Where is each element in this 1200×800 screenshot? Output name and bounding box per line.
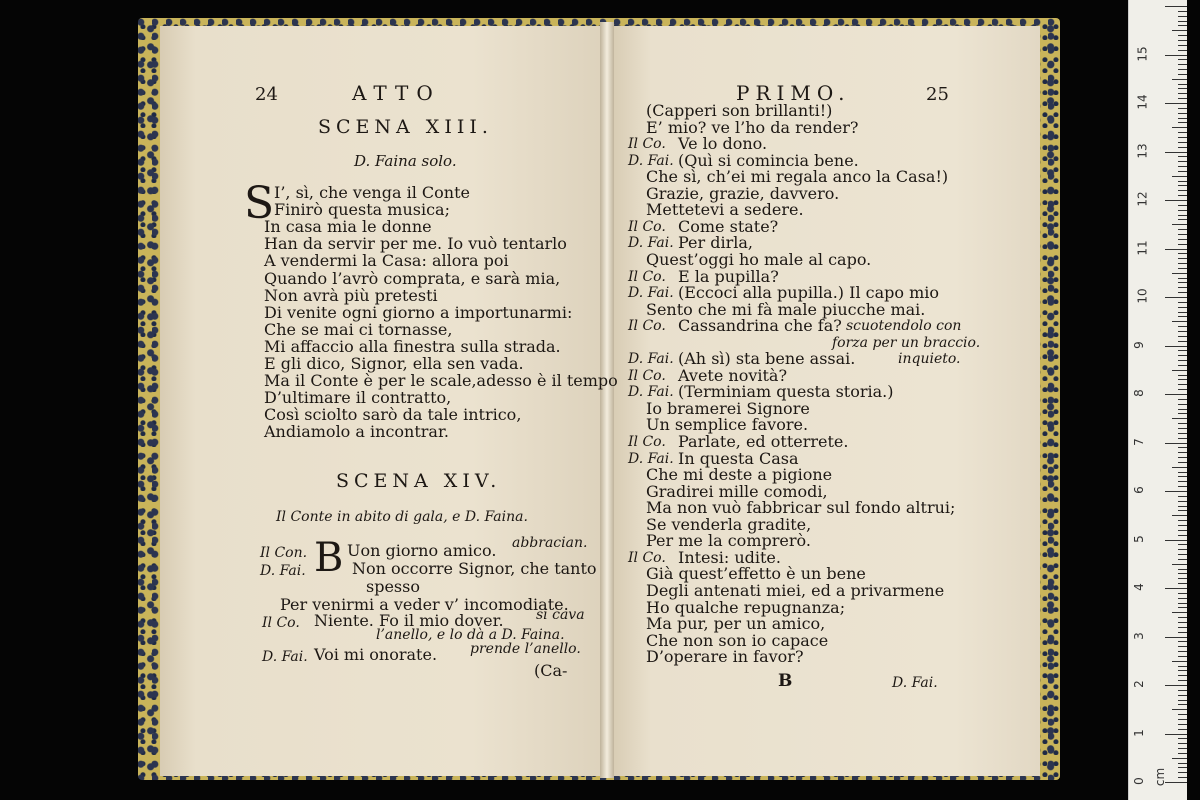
ruler-tick — [1178, 365, 1187, 366]
stage-direction: scuotendolo con — [846, 318, 962, 335]
ruler-tick — [1178, 69, 1187, 70]
dialogue-line: Che non son io capace — [646, 630, 829, 650]
ruler-tick — [1178, 258, 1187, 259]
ruler-tick — [1172, 224, 1187, 225]
ruler-tick — [1178, 748, 1187, 749]
scene2-subtitle: Il Conte in abito di gala, e D. Faina. — [276, 509, 528, 525]
dialogue-line: E la pupilla? — [678, 266, 779, 286]
ruler-tick — [1178, 263, 1187, 264]
verse-line: Han da servir per me. Io vuò tentarlo — [264, 234, 567, 254]
ruler-tick — [1172, 273, 1187, 274]
ruler-tick — [1178, 544, 1187, 545]
dialogue-line: Ma pur, per un amico, — [646, 614, 826, 634]
ruler-tick — [1178, 447, 1187, 448]
verse-line: Finirò questa musica; — [274, 200, 450, 220]
dialogue-line: Intesi: udite. — [678, 547, 781, 567]
ruler-tick — [1178, 161, 1187, 162]
speaker-label: D. Fai. — [262, 649, 308, 665]
ruler-tick — [1178, 729, 1187, 730]
dialogue-line: Gradirei mille comodi, — [646, 481, 828, 501]
ruler-tick — [1178, 40, 1187, 41]
ruler-tick — [1178, 583, 1187, 584]
ruler-number: 9 — [1131, 340, 1146, 349]
ruler-tick — [1178, 617, 1187, 618]
ruler-tick — [1172, 467, 1187, 468]
speaker-label: Il Co. — [628, 549, 666, 566]
dialogue-line: Ho qualche repugnanza; — [646, 597, 846, 617]
ruler-tick — [1172, 79, 1187, 80]
ruler-tick — [1178, 282, 1187, 283]
ruler-tick — [1178, 113, 1187, 114]
ruler-tick — [1172, 127, 1187, 128]
ruler-tick — [1178, 399, 1187, 400]
dialogue-line: Un semplice favore. — [646, 415, 809, 435]
ruler-tick — [1178, 312, 1187, 313]
ruler-tick — [1178, 268, 1187, 269]
ruler-tick — [1178, 379, 1187, 380]
ruler-tick — [1178, 772, 1187, 773]
stage-direction: prende l’anello. — [470, 641, 581, 657]
verse-line: D’ultimare il contratto, — [264, 388, 452, 408]
stage-direction: si cava — [536, 607, 585, 623]
speaker-label: Il Co. — [628, 318, 666, 335]
dialogue-line: In questa Casa — [678, 448, 799, 468]
verse-line: Che se mai ci tornasse, — [264, 319, 453, 339]
ruler-tick — [1178, 675, 1187, 676]
ruler-tick — [1178, 171, 1187, 172]
ruler-number: 3 — [1131, 631, 1146, 640]
dialogue-line: Sento che mi fà male piucche mai. — [646, 299, 926, 319]
speaker-label: D. Fai. — [628, 152, 674, 169]
ruler-number: 4 — [1131, 583, 1146, 591]
dialogue-line: Già quest’effetto è un bene — [646, 564, 866, 584]
ruler-tick — [1178, 506, 1187, 507]
ruler-tick — [1178, 341, 1187, 342]
dialogue-line: (Capperi son brillanti!) — [646, 101, 833, 120]
ruler-number: 0 — [1131, 777, 1146, 785]
ruler-tick — [1178, 476, 1187, 477]
ruler-tick — [1178, 302, 1187, 303]
ruler-tick — [1178, 292, 1187, 293]
ruler-tick — [1178, 244, 1187, 245]
ruler-number: 5 — [1131, 534, 1146, 543]
ruler-tick — [1172, 176, 1187, 177]
ruler-tick — [1178, 331, 1187, 332]
speaker-label: Il Co. — [628, 434, 666, 450]
dialogue-line: Ve lo dono. — [678, 134, 768, 154]
left-page-number: 24 — [255, 84, 278, 105]
ruler-tick — [1178, 690, 1187, 691]
ruler-tick — [1165, 200, 1187, 201]
ruler-tick — [1178, 404, 1187, 405]
ruler-tick — [1172, 612, 1187, 613]
ruler-number: 8 — [1131, 389, 1146, 397]
dialogue-line: Parlate, ed otterrete. — [678, 432, 849, 451]
dialogue-line: Che sì, ch’ei mi regala anco la Casa!) — [646, 167, 949, 187]
ruler-tick — [1178, 21, 1187, 22]
dialogue-line: Per dirla, — [678, 233, 753, 253]
ruler-tick — [1172, 515, 1187, 516]
verse-line: Così sciolto sarò da tale intrico, — [264, 405, 522, 425]
ruler-tick — [1178, 253, 1187, 254]
ruler-tick — [1178, 554, 1187, 555]
ruler-tick — [1178, 520, 1187, 521]
ruler-tick — [1178, 25, 1187, 26]
ruler-number: 12 — [1135, 191, 1150, 207]
dialogue-line: Voi mi onorate. — [314, 645, 438, 664]
ruler-tick — [1178, 593, 1187, 594]
ruler-tick — [1178, 738, 1187, 739]
ruler-tick — [1178, 185, 1187, 186]
ruler-tick — [1178, 481, 1187, 482]
ruler-tick — [1178, 530, 1187, 531]
dialogue-line: (Ah sì) sta bene assai. — [678, 349, 856, 369]
ruler-tick — [1178, 695, 1187, 696]
ruler-tick — [1178, 132, 1187, 133]
verse-line: I’, sì, che venga il Conte — [274, 183, 470, 202]
dialogue-line: Ma non vuò fabbricar sul fondo altrui; — [646, 498, 956, 518]
ruler-tick — [1178, 234, 1187, 235]
ruler-tick — [1178, 646, 1187, 647]
ruler-tick — [1165, 297, 1187, 298]
stage-direction: inquieto. — [898, 351, 961, 368]
ruler-tick — [1165, 782, 1187, 783]
ruler-tick — [1178, 680, 1187, 681]
ruler-tick — [1178, 118, 1187, 119]
ruler-tick — [1178, 307, 1187, 308]
ruler-tick — [1178, 16, 1187, 17]
scene2-title: SCENA XIV. — [336, 470, 502, 492]
ruler-tick — [1178, 578, 1187, 579]
ruler-tick — [1178, 535, 1187, 536]
ruler-tick — [1178, 714, 1187, 715]
ruler-tick — [1178, 316, 1187, 317]
ruler-tick — [1178, 156, 1187, 157]
ruler-tick — [1178, 767, 1187, 768]
ruler-tick — [1178, 88, 1187, 89]
dialogue-line: E’ mio? ve l’ho da render? — [646, 117, 859, 137]
ruler-tick — [1178, 753, 1187, 754]
ruler-tick — [1178, 452, 1187, 453]
dialogue-line: Io bramerei Signore — [646, 398, 810, 418]
dialogue-line: Per venirmi a veder v’ incomodiate. — [280, 595, 569, 614]
ruler-tick — [1178, 704, 1187, 705]
ruler-tick — [1178, 462, 1187, 463]
ruler-tick — [1172, 370, 1187, 371]
ruler-tick — [1165, 6, 1187, 7]
speaker-label: Il Co. — [628, 268, 666, 285]
dialogue-line: Grazie, grazie, davvero. — [646, 183, 840, 203]
ruler-tick — [1178, 142, 1187, 143]
ruler-tick — [1178, 190, 1187, 191]
verse-line: Quando l’avrò comprata, e sarà mia, — [264, 268, 561, 288]
ruler-tick — [1178, 423, 1187, 424]
verse-line: Andiamolo a incontrar. — [264, 422, 449, 442]
ruler-tick — [1178, 569, 1187, 570]
scene-title: SCENA XIII. — [318, 116, 493, 138]
ruler-tick — [1178, 375, 1187, 376]
ruler-tick — [1178, 700, 1187, 701]
ruler-number: 6 — [1131, 486, 1146, 494]
catchword: D. Fai. — [892, 675, 938, 691]
ruler-tick — [1178, 719, 1187, 720]
ruler-tick — [1178, 743, 1187, 744]
right-page-number: 25 — [926, 84, 949, 105]
ruler-tick — [1172, 418, 1187, 419]
ruler-tick — [1178, 219, 1187, 220]
ruler-tick — [1178, 210, 1187, 211]
ruler-tick — [1178, 278, 1187, 279]
dialogue-line: Che mi deste a pigione — [646, 465, 833, 485]
ruler-tick — [1178, 45, 1187, 46]
ruler-tick — [1178, 355, 1187, 356]
dialogue-line: Per me la comprerò. — [646, 531, 811, 551]
speaker-label: Il Co. — [628, 367, 666, 384]
ruler-tick — [1178, 195, 1187, 196]
ruler-tick — [1178, 166, 1187, 167]
speaker-label: Il Co. — [262, 615, 300, 631]
ruler-tick — [1178, 438, 1187, 439]
dialogue-line: Quest’oggi ho male al capo. — [646, 249, 872, 269]
ruler-tick — [1178, 122, 1187, 123]
dialogue-line: (Eccoci alla pupilla.) Il capo mio — [678, 283, 940, 303]
ruler-tick — [1178, 724, 1187, 725]
verse-line: In casa mia le donne — [264, 217, 432, 237]
ruler-number: 13 — [1135, 142, 1150, 159]
stage-direction: forza per un braccio. — [832, 334, 981, 351]
dialogue-line: Se venderla gradite, — [646, 514, 812, 534]
speaker-label: D. Fai. — [628, 235, 674, 252]
ruler-tick — [1178, 496, 1187, 497]
stage-direction: abbracian. — [512, 535, 588, 551]
ruler-tick — [1165, 734, 1187, 735]
dialogue-line: spesso — [366, 577, 420, 596]
ruler-tick — [1178, 74, 1187, 75]
ruler-tick — [1178, 239, 1187, 240]
dialogue-line: Degli antenati miei, ed a privarmene — [646, 580, 945, 600]
ruler-tick — [1165, 103, 1187, 104]
ruler-tick — [1178, 326, 1187, 327]
speaker-label: Il Co. — [628, 218, 666, 235]
ruler-tick — [1178, 384, 1187, 385]
ruler-tick — [1165, 394, 1187, 395]
ruler-tick — [1178, 389, 1187, 390]
ruler-tick — [1178, 93, 1187, 94]
ruler-tick — [1178, 666, 1187, 667]
ruler-tick — [1178, 181, 1187, 182]
ruler-tick — [1172, 321, 1187, 322]
ruler-tick — [1178, 472, 1187, 473]
speaker-label: Il Con. — [260, 545, 308, 561]
ruler-tick — [1178, 627, 1187, 628]
ruler-tick — [1178, 229, 1187, 230]
scene-subtitle: D. Faina solo. — [354, 152, 457, 170]
ruler-tick — [1178, 360, 1187, 361]
ruler-tick — [1178, 215, 1187, 216]
speaker-label: Il Co. — [628, 136, 666, 153]
right-running-head: PRIMO. — [736, 81, 851, 105]
dialogue-line: (Quì si comincia bene. — [678, 150, 859, 170]
ruler-tick — [1178, 763, 1187, 764]
ruler-tick — [1178, 777, 1187, 778]
ruler-tick — [1178, 510, 1187, 511]
ruler-tick — [1165, 588, 1187, 589]
verse-line: Di venite ogni giorno a importunarmi: — [264, 302, 573, 322]
ruler-tick — [1178, 98, 1187, 99]
ruler-tick — [1165, 249, 1187, 250]
ruler-tick — [1165, 540, 1187, 541]
ruler-tick — [1178, 486, 1187, 487]
verse-line: E gli dico, Signor, ella sen vada. — [264, 354, 524, 373]
ruler-tick — [1178, 108, 1187, 109]
dialogue-line: Come state? — [678, 216, 779, 236]
signature-mark: B — [778, 671, 793, 691]
ruler-number: 14 — [1135, 94, 1150, 110]
ruler-tick — [1165, 346, 1187, 347]
ruler-tick — [1178, 670, 1187, 671]
stage-direction: l’anello, e lo dà a D. Faina. — [376, 627, 565, 643]
ruler-number: 2 — [1131, 680, 1146, 688]
ruler-tick — [1178, 433, 1187, 434]
dialogue-line: (Terminiam questa storia.) — [678, 382, 894, 402]
ruler-tick — [1178, 336, 1187, 337]
ruler-tick — [1178, 409, 1187, 410]
left-running-head: ATTO — [352, 81, 441, 105]
verse-line: A vendermi la Casa: allora poi — [264, 251, 509, 271]
dialogue-line: Avete novità? — [678, 365, 788, 385]
ruler-number: 10 — [1135, 288, 1150, 304]
ruler-tick — [1178, 11, 1187, 12]
ruler-tick — [1178, 622, 1187, 623]
measurement-ruler — [1128, 0, 1187, 800]
dialogue-line: Cassandrina che fa? — [678, 316, 842, 336]
ruler-tick — [1178, 59, 1187, 60]
ruler-number: 15 — [1135, 45, 1150, 62]
ruler-tick — [1178, 287, 1187, 288]
ruler-tick — [1165, 637, 1187, 638]
ruler-tick — [1178, 50, 1187, 51]
speaker-label: D. Fai. — [628, 384, 674, 401]
ruler-number: 7 — [1131, 437, 1146, 446]
ruler-tick — [1178, 607, 1187, 608]
dialogue-line: Uon giorno amico. — [347, 541, 497, 560]
ruler-tick — [1172, 709, 1187, 710]
ruler-tick — [1178, 64, 1187, 65]
verse-line: Ma il Conte è per le scale,adesso è il tempo — [264, 371, 618, 391]
ruler-tick — [1178, 656, 1187, 657]
speaker-label: D. Fai. — [260, 563, 306, 579]
catchword: (Ca- — [534, 661, 568, 680]
dialogue-line: Mettetevi a sedere. — [646, 200, 804, 220]
dialogue-line: Niente. Fo il mio dover. — [314, 611, 504, 630]
ruler-tick — [1178, 413, 1187, 414]
verse-line: Non avrà più pretesti — [264, 285, 438, 305]
ruler-tick — [1178, 641, 1187, 642]
book-gutter — [600, 22, 614, 778]
ruler-tick — [1172, 564, 1187, 565]
ruler-tick — [1178, 350, 1187, 351]
ruler-tick — [1178, 525, 1187, 526]
ruler-tick — [1165, 443, 1187, 444]
ruler-tick — [1178, 573, 1187, 574]
verse-line: Mi affaccio alla finestra sulla strada. — [264, 336, 561, 356]
ruler-tick — [1165, 152, 1187, 153]
ruler-tick — [1172, 758, 1187, 759]
speaker-label: D. Fai. — [628, 285, 674, 302]
ruler-tick — [1178, 632, 1187, 633]
drop-cap: S — [244, 178, 275, 229]
ruler-tick — [1178, 501, 1187, 502]
ruler-tick — [1178, 549, 1187, 550]
ruler-tick — [1172, 661, 1187, 662]
drop-cap: B — [314, 535, 344, 581]
ruler-tick — [1178, 205, 1187, 206]
dialogue-line: D’operare in favor? — [646, 647, 804, 667]
ruler-tick — [1165, 491, 1187, 492]
speaker-label: D. Fai. — [628, 450, 674, 467]
ruler-tick — [1178, 35, 1187, 36]
ruler-number: 11 — [1135, 239, 1150, 256]
ruler-tick — [1178, 598, 1187, 599]
ruler-tick — [1178, 137, 1187, 138]
ruler-tick — [1165, 685, 1187, 686]
ruler-tick — [1165, 55, 1187, 56]
ruler-unit: cm — [1153, 767, 1168, 787]
ruler-tick — [1178, 559, 1187, 560]
dialogue-line: Non occorre Signor, che tanto — [352, 559, 597, 578]
ruler-tick — [1178, 457, 1187, 458]
ruler-number: 1 — [1131, 728, 1146, 737]
ruler-tick — [1172, 30, 1187, 31]
ruler-tick — [1178, 603, 1187, 604]
speaker-label: D. Fai. — [628, 351, 674, 368]
ruler-tick — [1178, 651, 1187, 652]
ruler-tick — [1178, 428, 1187, 429]
ruler-tick — [1178, 147, 1187, 148]
ruler-tick — [1178, 84, 1187, 85]
